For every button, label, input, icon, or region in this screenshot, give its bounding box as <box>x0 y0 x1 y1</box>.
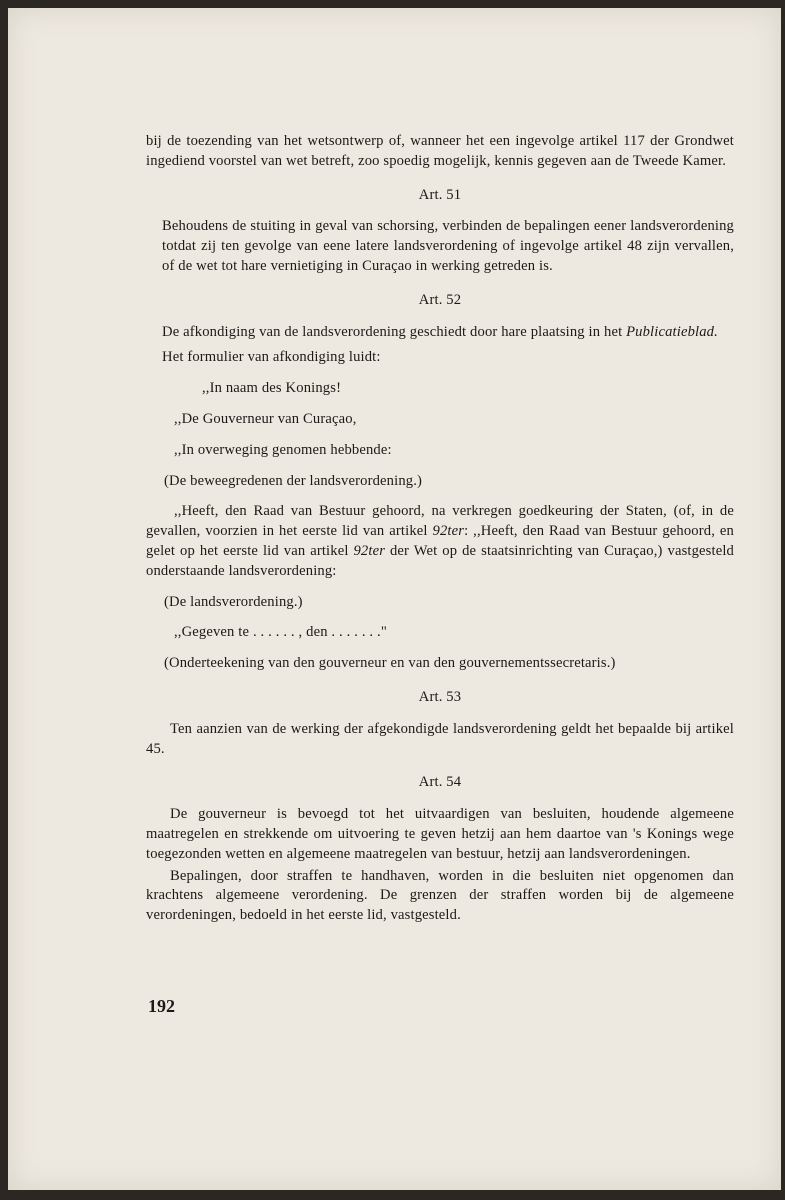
formula-line-3: ,,In overweging genomen hebbende: <box>174 441 392 458</box>
paragraph-continued: bij de toezending van het wetsontwerp of, wanneer het een ingevolge artikel 117 der Grondwet ingediend voorstel van wet betreft, zoo spoedig mogelijk, kennis gegeven aan de Tweede Kamer. <box>146 133 734 169</box>
article-92ter-ref-1: 92ter <box>432 523 465 540</box>
page-number: 192 <box>148 996 175 1016</box>
formula-line-7: ,,Gegeven te . . . . . . , den . . . . . . ." <box>174 624 387 641</box>
article-52-text-main: De afkondiging van de landsverordening geschiedt door hare plaatsing in het <box>162 323 623 340</box>
article-51-text: Behoudens de stuiting in geval van schorsing, verbinden de bepalingen eener landsverordening totdat zij ten gevolge van eene latere landsverordening of ingevolge artikel 48 zijn vervallen, of de wet tot hare vernietiging in Curaçao in werking getreden is. <box>162 218 734 274</box>
formula-line-5-part-b: : ,,Heeft, den Raad van Bestuur gehoord, en gelet op het eerste lid van artikel <box>146 523 734 559</box>
article-54-heading: Art. 54 <box>418 774 462 791</box>
article-52-heading: Art. 52 <box>418 291 462 308</box>
article-54-text-2: Bepalingen, door straffen te handhaven, worden in die besluiten niet opgenomen dan krachtens algemeene verordening. De grenzen der straffen worden bij de algemeene verordeningen, bedoeld in het eerste lid, vastgesteld. <box>146 867 734 924</box>
article-51-heading: Art. 51 <box>418 186 462 203</box>
article-52-text <box>146 323 734 343</box>
formula-line-2: ,,De Gouverneur van Curaçao, <box>174 410 357 427</box>
formula-line-5 <box>146 502 734 581</box>
formula-line-5-part-c: der Wet op de staatsinrichting van Curaçao,) vastgesteld onderstaande landsverordening: <box>146 542 734 579</box>
formulier-intro: Het formulier van afkondiging luidt: <box>162 349 381 366</box>
publicatieblad-italic: Publicatieblad. <box>626 323 718 340</box>
formula-line-6: (De landsverordening.) <box>164 593 303 610</box>
article-53-text: Ten aanzien van de werking der afgekondigde landsverordening geldt het bepaalde bij artikel 45. <box>146 720 734 757</box>
article-54-text-1: De gouverneur is bevoegd tot het uitvaardigen van besluiten, houdende algemeene maatregelen en strekkende om uitvoering te geven hetzij aan hem daartoe van 's Konings wege toegezonden wetten en algemeene maatregelen van bestuur, hetzij aan landsverordeningen. <box>146 806 734 862</box>
formula-line-5-part-a: ,,Heeft, den Raad van Bestuur gehoord, na verkregen goedkeuring der Staten, (of, in de gevallen, voorzien in het eerste lid van artikel <box>146 503 734 540</box>
formula-line-4: (De beweegredenen der landsverordening.) <box>164 472 423 489</box>
page-body <box>146 132 734 932</box>
formula-line-1: ,,In naam des Konings! <box>202 380 342 397</box>
formula-line-8: (Onderteekening van den gouverneur en van den gouvernementssecretaris.) <box>164 655 616 672</box>
article-92ter-ref-2: 92ter <box>353 542 386 559</box>
article-53-heading: Art. 53 <box>418 688 462 705</box>
